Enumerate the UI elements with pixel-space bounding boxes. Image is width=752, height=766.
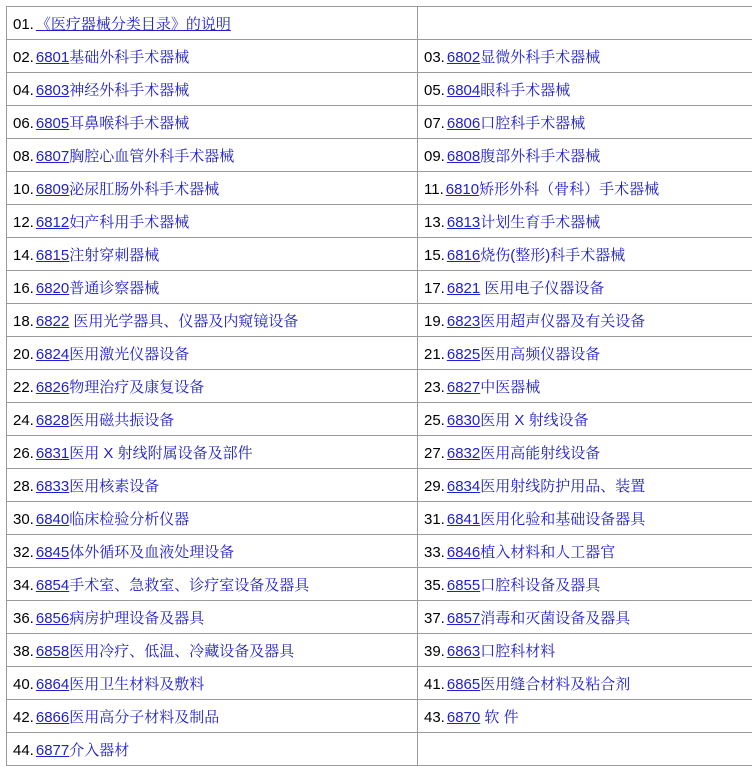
entry-code-link[interactable]: 6808 (447, 148, 480, 165)
table-row (7, 634, 752, 667)
entry-number: 24. (13, 412, 34, 429)
entry-code-link[interactable]: 6877 (36, 742, 69, 759)
entry-code-link[interactable]: 6816 (447, 247, 480, 264)
entry-label: 泌尿肛肠外科手术器械 (69, 181, 219, 198)
empty-cell (418, 733, 752, 766)
catalog-entry[interactable] (7, 172, 418, 205)
table-row (7, 436, 752, 469)
entry-code-link[interactable]: 6815 (36, 247, 69, 264)
entry-number: 09. (424, 148, 445, 165)
table-row-title (7, 7, 752, 40)
entry-number: 31. (424, 511, 445, 528)
entry-number: 18. (13, 313, 34, 330)
entry-label: 消毒和灭菌设备及器具 (480, 610, 630, 627)
entry-number: 04. (13, 82, 34, 99)
entry-number: 30. (13, 511, 34, 528)
entry-code-link[interactable]: 6827 (447, 379, 480, 396)
entry-label: 植入材料和人工器官 (480, 544, 615, 561)
catalog-entry[interactable] (7, 40, 418, 73)
table-row (7, 337, 752, 370)
catalog-entry[interactable] (7, 601, 418, 634)
entry-label: 显微外科手术器械 (480, 49, 600, 66)
entry-code-link[interactable]: 6854 (36, 577, 69, 594)
entry-number: 29. (424, 478, 445, 495)
entry-number: 23. (424, 379, 445, 396)
table-row (7, 172, 752, 205)
entry-code-link[interactable]: 6802 (447, 49, 480, 66)
entry-label: 医用磁共振设备 (69, 412, 174, 429)
entry-number: 39. (424, 643, 445, 660)
table-row (7, 535, 752, 568)
entry-number: 21. (424, 346, 445, 363)
entry-label: 口腔科手术器械 (480, 115, 585, 132)
catalog-entry[interactable] (418, 370, 752, 403)
entry-label: 临床检验分析仪器 (69, 511, 189, 528)
entry-number: 42. (13, 709, 34, 726)
table-row (7, 469, 752, 502)
entry-label: 医用缝合材料及粘合剂 (480, 676, 630, 693)
entry-number: 19. (424, 313, 445, 330)
catalog-entry[interactable] (418, 403, 752, 436)
entry-code-link[interactable]: 6824 (36, 346, 69, 363)
entry-number: 06. (13, 115, 34, 132)
entry-code-link[interactable]: 6820 (36, 280, 69, 297)
catalog-entry[interactable] (418, 205, 752, 238)
entry-label: 神经外科手术器械 (69, 82, 189, 99)
table-row (7, 733, 752, 766)
entry-code-link[interactable]: 6821 (447, 280, 480, 297)
entry-label: 口腔科材料 (480, 643, 555, 660)
catalog-entry[interactable] (418, 238, 752, 271)
catalog-entry[interactable] (418, 337, 752, 370)
entry-label: 医用高分子材料及制品 (69, 709, 219, 726)
entry-number: 41. (424, 676, 445, 693)
catalog-entry[interactable] (418, 106, 752, 139)
catalog-table-body (7, 7, 752, 766)
entry-code-link[interactable]: 6831 (36, 445, 69, 462)
entry-code-link[interactable]: 6830 (447, 412, 480, 429)
entry-number: 40. (13, 676, 34, 693)
entry-code-link[interactable]: 6857 (447, 610, 480, 627)
entry-code-link[interactable]: 6846 (447, 544, 480, 561)
catalog-entry[interactable] (7, 205, 418, 238)
entry-label: 医用核素设备 (69, 478, 159, 495)
catalog-entry[interactable] (7, 370, 418, 403)
entry-label: 介入器材 (69, 742, 129, 759)
entry-number: 38. (13, 643, 34, 660)
empty-cell (418, 7, 752, 40)
table-row (7, 403, 752, 436)
entry-label: 医用高频仪器设备 (480, 346, 600, 363)
entry-number: 03. (424, 49, 445, 66)
entry-number: 28. (13, 478, 34, 495)
entry-label: 物理治疗及康复设备 (69, 379, 204, 396)
entry-number: 26. (13, 445, 34, 462)
entry-number: 02. (13, 49, 34, 66)
entry-code-link[interactable]: 6866 (36, 709, 69, 726)
entry-number: 27. (424, 445, 445, 462)
entry-number: 32. (13, 544, 34, 561)
entry-label: 软 件 (480, 709, 518, 726)
entry-code-link[interactable]: 6833 (36, 478, 69, 495)
entry-label: 妇产科用手术器械 (69, 214, 189, 231)
entry-label: 耳鼻喉科手术器械 (69, 115, 189, 132)
entry-number: 15. (424, 247, 445, 264)
catalog-entry[interactable] (418, 139, 752, 172)
entry-label: 医用光学器具、仪器及内窥镜设备 (69, 313, 298, 330)
catalog-entry[interactable] (418, 73, 752, 106)
entry-code-link[interactable]: 6845 (36, 544, 69, 561)
catalog-entry[interactable] (7, 403, 418, 436)
entry-number: 10. (13, 181, 34, 198)
entry-code-link[interactable]: 6841 (447, 511, 480, 528)
catalog-entry[interactable] (7, 700, 418, 733)
catalog-entry[interactable] (7, 502, 418, 535)
catalog-entry[interactable] (418, 172, 752, 205)
entry-code-link[interactable]: 6803 (36, 82, 69, 99)
entry-label: 医用超声仪器及有关设备 (480, 313, 645, 330)
entry-number: 34. (13, 577, 34, 594)
table-row (7, 502, 752, 535)
entry-label: 烧伤(整形)科手术器械 (480, 247, 625, 264)
table-row (7, 601, 752, 634)
table-row (7, 568, 752, 601)
device-classification-catalog-table (6, 6, 752, 766)
catalog-entry[interactable] (7, 238, 418, 271)
entry-number: 37. (424, 610, 445, 627)
entry-number: 16. (13, 280, 34, 297)
table-row (7, 667, 752, 700)
entry-label: 中医器械 (480, 379, 540, 396)
catalog-entry[interactable] (418, 700, 752, 733)
table-row (7, 370, 752, 403)
entry-number: 22. (13, 379, 34, 396)
catalog-entry[interactable] (7, 304, 418, 337)
entry-code-link[interactable]: 6804 (447, 82, 480, 99)
entry-number: 08. (13, 148, 34, 165)
entry-code-link[interactable]: 6863 (447, 643, 480, 660)
entry-number: 11. (424, 181, 444, 198)
table-row (7, 700, 752, 733)
table-row (7, 205, 752, 238)
table-row (7, 304, 752, 337)
entry-label: 医用 X 射线附属设备及部件 (69, 445, 252, 462)
entry-number: 17. (424, 280, 445, 297)
entry-code-link[interactable]: 6806 (447, 115, 480, 132)
entry-label: 普通诊察器械 (69, 280, 159, 297)
entry-number: 33. (424, 544, 445, 561)
entry-label: 医用高能射线设备 (480, 445, 600, 462)
catalog-entry[interactable] (7, 634, 418, 667)
entry-label: 注射穿刺器械 (69, 247, 159, 264)
catalog-entry[interactable] (418, 40, 752, 73)
entry-number: 12. (13, 214, 34, 231)
entry-code-link[interactable]: 6801 (36, 49, 69, 66)
entry-label: 胸腔心血管外科手术器械 (69, 148, 234, 165)
catalog-entry[interactable] (7, 139, 418, 172)
entry-number: 20. (13, 346, 34, 363)
entry-code-link[interactable]: 6856 (36, 610, 69, 627)
catalog-entry[interactable] (418, 634, 752, 667)
entry-label: 病房护理设备及器具 (69, 610, 204, 627)
entry-label: 腹部外科手术器械 (480, 148, 600, 165)
catalog-entry[interactable] (7, 469, 418, 502)
table-row (7, 73, 752, 106)
entry-code-link[interactable]: 6813 (447, 214, 480, 231)
entry-label: 医用化验和基础设备器具 (480, 511, 645, 528)
entry-code-link[interactable]: 6855 (447, 577, 480, 594)
entry-link[interactable]: 《医疗器械分类目录》的说明 (36, 16, 231, 33)
entry-label: 医用射线防护用品、装置 (480, 478, 645, 495)
entry-code-link[interactable]: 6840 (36, 511, 69, 528)
entry-number: 14. (13, 247, 34, 264)
entry-label: 医用冷疗、低温、冷藏设备及器具 (69, 643, 294, 660)
entry-number: 36. (13, 610, 34, 627)
catalog-entry[interactable] (418, 304, 752, 337)
entry-code-link[interactable]: 6822 (36, 313, 69, 330)
catalog-entry[interactable] (418, 502, 752, 535)
entry-number: 43. (424, 709, 445, 726)
entry-label: 口腔科设备及器具 (480, 577, 600, 594)
entry-code-link[interactable]: 6807 (36, 148, 69, 165)
catalog-entry-title[interactable] (7, 7, 418, 40)
catalog-entry[interactable] (7, 667, 418, 700)
entry-code-link[interactable]: 6864 (36, 676, 69, 693)
entry-code-link[interactable]: 6810 (446, 181, 479, 198)
catalog-entry[interactable] (7, 106, 418, 139)
entry-label: 手术室、急救室、诊疗室设备及器具 (69, 577, 309, 594)
catalog-entry[interactable] (7, 436, 418, 469)
catalog-entry[interactable] (7, 535, 418, 568)
entry-label: 医用电子仪器设备 (480, 280, 604, 297)
entry-code-link[interactable]: 6870 (447, 709, 480, 726)
catalog-entry[interactable] (7, 73, 418, 106)
entry-label: 医用 X 射线设备 (480, 412, 588, 429)
entry-label: 体外循环及血液处理设备 (69, 544, 234, 561)
catalog-entry[interactable] (418, 271, 752, 304)
entry-code-link[interactable]: 6858 (36, 643, 69, 660)
entry-label: 医用激光仪器设备 (69, 346, 189, 363)
entry-number: 05. (424, 82, 445, 99)
entry-code-link[interactable]: 6826 (36, 379, 69, 396)
entry-number: 13. (424, 214, 445, 231)
entry-code-link[interactable]: 6823 (447, 313, 480, 330)
entry-code-link[interactable]: 6828 (36, 412, 69, 429)
entry-label: 基础外科手术器械 (69, 49, 189, 66)
entry-code-link[interactable]: 6805 (36, 115, 69, 132)
entry-label: 眼科手术器械 (480, 82, 570, 99)
entry-number: 07. (424, 115, 445, 132)
table-row (7, 271, 752, 304)
catalog-entry[interactable] (7, 337, 418, 370)
entry-code-link[interactable]: 6812 (36, 214, 69, 231)
catalog-entry[interactable] (418, 568, 752, 601)
table-row (7, 139, 752, 172)
entry-number: 44. (13, 742, 34, 759)
entry-code-link[interactable]: 6825 (447, 346, 480, 363)
entry-label: 计划生育手术器械 (480, 214, 600, 231)
catalog-entry[interactable] (418, 601, 752, 634)
entry-label: 医用卫生材料及敷料 (69, 676, 204, 693)
entry-code-link[interactable]: 6832 (447, 445, 480, 462)
entry-code-link[interactable]: 6809 (36, 181, 69, 198)
catalog-entry[interactable] (7, 271, 418, 304)
entry-number: 25. (424, 412, 445, 429)
catalog-entry[interactable] (418, 535, 752, 568)
entry-number: 35. (424, 577, 445, 594)
table-row (7, 106, 752, 139)
table-row (7, 238, 752, 271)
table-row (7, 40, 752, 73)
entry-code-link[interactable]: 6834 (447, 478, 480, 495)
catalog-entry[interactable] (7, 568, 418, 601)
catalog-entry[interactable] (418, 469, 752, 502)
catalog-entry[interactable] (7, 733, 418, 766)
entry-code-link[interactable]: 6865 (447, 676, 480, 693)
entry-number: 01. (13, 16, 34, 33)
entry-label: 矫形外科（骨科）手术器械 (479, 181, 659, 198)
catalog-entry[interactable] (418, 436, 752, 469)
catalog-entry[interactable] (418, 667, 752, 700)
